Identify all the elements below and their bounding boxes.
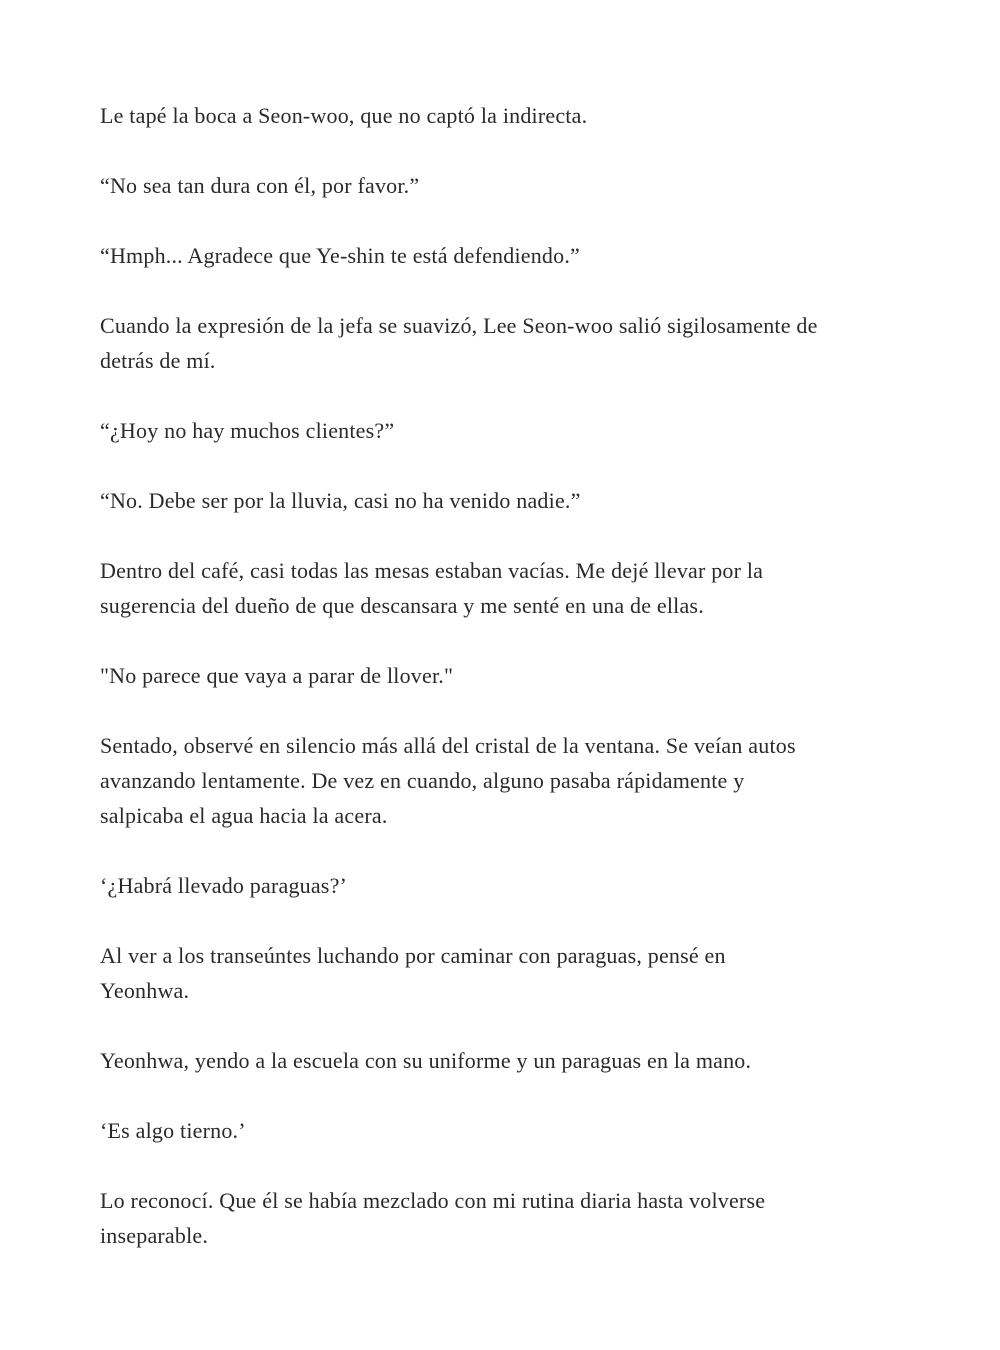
text-line: “No sea tan dura con él, por favor.” [100,173,420,198]
text-line: Le tapé la boca a Seon-woo, que no captó la indirecta. [100,103,588,128]
paragraph [100,238,920,273]
paragraph [100,483,920,518]
text-line: detrás de mí. [100,348,216,373]
text-line: salpicaba el agua hacia la acera. [100,803,388,828]
text-line: Al ver a los transeúntes luchando por caminar con paraguas, pensé en [100,943,726,968]
text-line: ‘Es algo tierno.’ [100,1118,246,1143]
text-line: Yeonhwa. [100,978,190,1003]
paragraph [100,868,920,903]
paragraph [100,938,920,1008]
text-line: sugerencia del dueño de que descansara y me senté en una de ellas. [100,593,704,618]
paragraph [100,1113,920,1148]
text-line: “Hmph... Agradece que Ye-shin te está defendiendo.” [100,243,580,268]
text-line: inseparable. [100,1223,209,1248]
paragraph [100,413,920,448]
text-line: “¿Hoy no hay muchos clientes?” [100,418,395,443]
text-line: Cuando la expresión de la jefa se suavizó, Lee Seon-woo salió sigilosamente de [100,313,818,338]
paragraph [100,728,920,833]
paragraph [100,1183,920,1253]
text-line: "No parece que vaya a parar de llover." [100,663,454,688]
text-line: avanzando lentamente. De vez en cuando, alguno pasaba rápidamente y [100,768,745,793]
document-body [100,98,920,1288]
text-line: Sentado, observé en silencio más allá del cristal de la ventana. Se veían autos [100,733,796,758]
paragraph [100,1043,920,1078]
text-line: ‘¿Habrá llevado paraguas?’ [100,873,348,898]
paragraph [100,98,920,133]
paragraph [100,308,920,378]
paragraph [100,658,920,693]
paragraph [100,553,920,623]
text-line: “No. Debe ser por la lluvia, casi no ha venido nadie.” [100,488,581,513]
paragraph [100,168,920,203]
text-line: Dentro del café, casi todas las mesas estaban vacías. Me dejé llevar por la [100,558,764,583]
text-line: Lo reconocí. Que él se había mezclado con mi rutina diaria hasta volverse [100,1188,766,1213]
text-line: Yeonhwa, yendo a la escuela con su uniforme y un paraguas en la mano. [100,1048,752,1073]
